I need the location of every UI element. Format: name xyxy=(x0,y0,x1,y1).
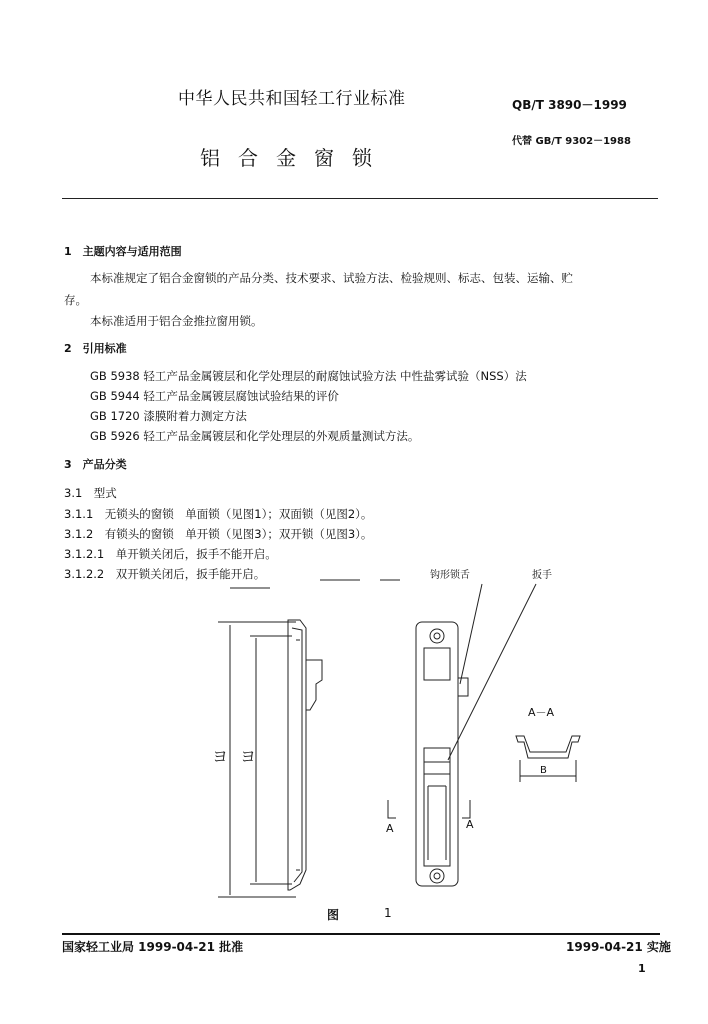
hook-window xyxy=(424,648,450,680)
section-1-paragraph-1: 本标准规定了铝合金窗锁的产品分类、技术要求、试验方法、检验规则、标志、包装、运输、贮 xyxy=(90,271,573,285)
hook-latch xyxy=(458,678,468,696)
footer-rule xyxy=(62,933,660,935)
top-screw-icon xyxy=(430,629,444,643)
bottom-screw-icon xyxy=(430,869,444,883)
reference-item: GB 5944 轻工产品金属镀层腐蚀试验结果的评价 xyxy=(90,389,339,403)
reference-item: GB 1720 漆膜附着力测定方法 xyxy=(90,409,247,423)
clause-item: 3.1.1 无锁头的窗锁 单面锁（见图1）；双面锁（见图2）。 xyxy=(64,507,373,521)
page-number: 1 xyxy=(638,962,646,975)
callout-hook-label: 钩形锁舌 xyxy=(430,570,470,581)
section-3-heading: 3 产品分类 xyxy=(64,458,127,471)
front-view-body xyxy=(416,622,458,886)
section-label: A－A xyxy=(528,706,555,719)
dimension-b-label: B xyxy=(540,765,547,776)
approval-note: 国家轻工业局 1999-04-21 批准 xyxy=(62,940,244,954)
section-1-heading: 1 主题内容与适用范围 xyxy=(64,245,182,258)
section-mark-a-left: A xyxy=(386,822,394,835)
document-title: 铝合金窗锁 xyxy=(200,146,390,170)
section-1-paragraph-1-cont: 存。 xyxy=(64,293,87,307)
reference-item: GB 5938 轻工产品金属镀层和化学处理层的耐腐蚀试验方法 中性盐雾试验（NSS）法 xyxy=(90,369,527,383)
clause-item: 3.1 型式 xyxy=(64,486,117,500)
side-view-hook xyxy=(306,660,322,710)
section-1-paragraph-2: 本标准适用于铝合金推拉窗用锁。 xyxy=(90,314,263,328)
clause-item: 3.1.2.2 双开锁关闭后，扳手能开启。 xyxy=(64,567,266,581)
section-2-heading: 2 引用标准 xyxy=(64,342,127,355)
reference-item: GB 5926 轻工产品金属镀层和化学处理层的外观质量测试方法。 xyxy=(90,429,420,443)
figure-caption-number: 1 xyxy=(384,906,392,920)
side-view-body xyxy=(288,620,306,890)
dimension-mark-right: ヨ xyxy=(240,747,257,766)
figure-caption-prefix: 图 xyxy=(327,908,340,922)
dimension-mark-left: ヨ xyxy=(212,747,229,766)
clause-item: 3.1.2.1 单开锁关闭后，扳手不能开启。 xyxy=(64,547,277,561)
section-mark-a-right: A xyxy=(466,818,474,831)
implementation-note: 1999-04-21 实施 xyxy=(566,940,671,954)
section-mark-left xyxy=(388,800,396,818)
section-mark-right xyxy=(462,800,470,818)
standard-code: QB/T 3890－1999 xyxy=(512,98,627,112)
callout-handle-label: 扳手 xyxy=(532,570,552,581)
section-profile xyxy=(516,736,580,758)
callout-leader-hook xyxy=(460,584,482,684)
replaces-note: 代替 GB/T 9302－1988 xyxy=(512,136,631,147)
clause-item: 3.1.2 有锁头的窗锁 单开锁（见图3）；双开锁（见图3）。 xyxy=(64,527,373,541)
issuing-organization: 中华人民共和国轻工行业标准 xyxy=(178,89,406,109)
callout-leader-handle xyxy=(448,584,536,760)
